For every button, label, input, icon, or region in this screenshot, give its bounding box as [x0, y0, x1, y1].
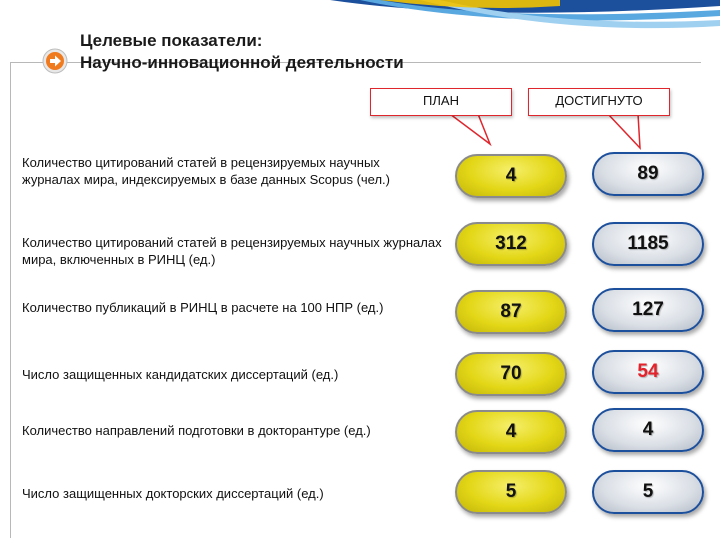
achieved-value: 127 [632, 299, 664, 320]
title-line-1: Целевые показатели: [80, 31, 263, 50]
achieved-value: 54 [637, 361, 659, 382]
plan-value-pill [455, 290, 567, 334]
row-label: Число защищенных кандидатских диссертаций (ед.) [22, 367, 339, 382]
achieved-value: 5 [642, 481, 654, 502]
achieved-value: 1185 [627, 233, 669, 254]
page-title [80, 30, 404, 74]
row-label: Количество направлений подготовки в докторантуре (ед.) [22, 423, 371, 438]
plan-value-pill [455, 222, 567, 266]
title-line-2: Научно-инновационной деятельности [80, 53, 404, 72]
plan-callout [370, 88, 515, 148]
arrow-right-circle-icon [42, 48, 68, 74]
plan-value-pill [455, 410, 567, 454]
achieved-value: 4 [642, 419, 654, 440]
achieved-value-pill [592, 288, 704, 332]
plan-value: 70 [500, 363, 522, 384]
row-label: Количество цитирований статей в рецензируемых научных журналах мира, индексируемых в базе данных Scopus (чел.) [22, 155, 390, 187]
plan-value: 4 [505, 421, 517, 442]
achieved-value-pill [592, 222, 704, 266]
achieved-value-pill [592, 470, 704, 514]
plan-value: 87 [500, 301, 522, 322]
plan-column-header: ПЛАН [370, 88, 512, 116]
plan-value: 4 [505, 165, 517, 186]
achieved-value-pill [592, 152, 704, 196]
plan-value: 5 [505, 481, 517, 502]
row-label: Число защищенных докторских диссертаций (ед.) [22, 486, 324, 501]
plan-value-pill [455, 470, 567, 514]
achieved-column-header: ДОСТИГНУТО [528, 88, 670, 116]
achieved-callout [528, 88, 673, 152]
row-label: Количество публикаций в РИНЦ в расчете на 100 НПР (ед.) [22, 300, 384, 315]
achieved-value-pill [592, 350, 704, 394]
plan-value: 312 [495, 233, 527, 254]
plan-value-pill [455, 352, 567, 396]
achieved-value-pill [592, 408, 704, 452]
row-label: Количество цитирований статей в рецензируемых научных журналах мира, включенных в РИНЦ (ед.) [22, 235, 442, 267]
plan-value-pill [455, 154, 567, 198]
achieved-value: 89 [637, 163, 659, 184]
